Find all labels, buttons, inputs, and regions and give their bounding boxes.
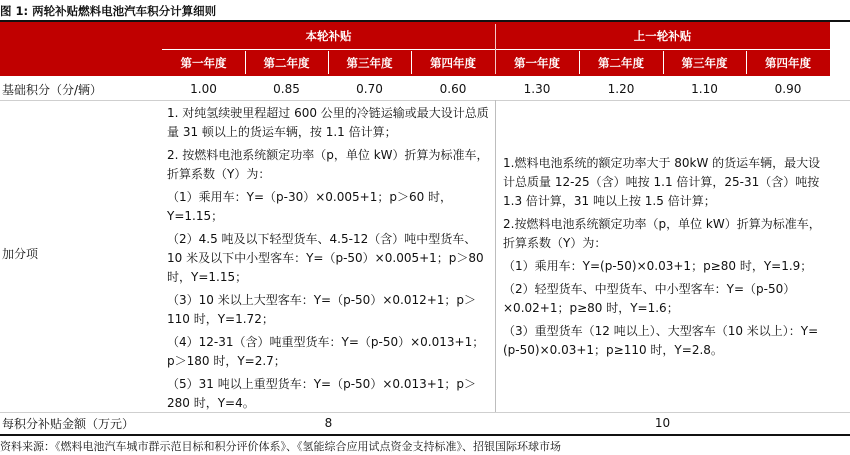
header-divider: [162, 49, 830, 50]
bonus-current-item: （1）乘用车：Y=（p-30）×0.005+1；p＞60 时，Y=1.15；: [167, 190, 453, 223]
header-sep: [328, 51, 329, 74]
base-current-year-4: 0.60: [439, 82, 467, 96]
row-label-bonus: 加分项: [2, 246, 39, 261]
base-current-year-1: 1.00: [190, 82, 217, 96]
bonus-current-item: （4）12-31（含）吨重型货车：Y=（p-50）×0.013+1；p＞180 时，Y=2.7；: [167, 335, 485, 368]
bonus-previous-item: （1）乘用车：Y=(p-50)×0.03+1；p≥80 时，Y=1.9；: [503, 259, 813, 273]
bonus-current-item: 1. 对纯氢续驶里程超过 600 公里的冷链运输或最大设计总质量 31 顿以上的货运车辆，按 1.1 倍计算；: [167, 106, 489, 139]
bonus-current-item: （3）10 米以上大型客车：Y=（p-50）×0.012+1；p＞110 时，Y=1.72；: [167, 293, 477, 326]
header-previous-round: 上一轮补贴: [495, 22, 830, 49]
header-current-year-3: 第三年度: [328, 49, 411, 76]
header-current-year-4: 第四年度: [411, 49, 495, 76]
header-sep: [411, 51, 412, 74]
figure-title: 图 1: 两轮补贴燃料电池汽车积分计算细则: [0, 4, 217, 18]
header-current-round: 本轮补贴: [162, 22, 495, 49]
header-previous-year-3: 第三年度: [663, 49, 746, 76]
base-previous-year-4: 0.90: [774, 82, 802, 96]
header-round-sep: [495, 24, 496, 74]
row-label-base-points: 基础积分（分/辆）: [2, 82, 103, 97]
row-divider: [0, 100, 850, 101]
base-current-year-2: 0.85: [273, 82, 300, 96]
round-column-divider: [495, 100, 496, 412]
header-current-year-1: 第一年度: [162, 49, 245, 76]
bonus-previous-text: [503, 154, 825, 364]
bottom-rule: [0, 434, 850, 436]
header-previous-year-2: 第二年度: [579, 49, 663, 76]
amount-current: 8: [324, 416, 333, 430]
header-previous-year-1: 第一年度: [495, 49, 579, 76]
header-sep: [746, 51, 747, 74]
base-previous-year-3: 1.10: [691, 82, 718, 96]
amount-previous: 10: [654, 416, 671, 430]
header-corner: [0, 22, 162, 76]
header-sep: [579, 51, 580, 74]
bonus-current-text: [167, 104, 489, 417]
bonus-current-item: （2）4.5 吨及以下轻型货车、4.5-12（含）吨中型货车、10 米及以下中小型客车：Y=（p-50）×0.005+1；p＞80 时，Y=1.15；: [167, 232, 484, 284]
bonus-previous-item: 2.按燃料电池系统额定功率（p，单位 kW）折算为标准车，折算系数（Y）为：: [503, 217, 821, 250]
base-current-year-3: 0.70: [356, 82, 383, 96]
bonus-previous-item: （3）重型货车（12 吨以上）、大型客车（10 米以上）：Y=(p-50)×0.03+1；p≥110 时，Y=2.8。: [503, 324, 819, 357]
header-current-year-2: 第二年度: [245, 49, 328, 76]
source-note: 资料来源：《燃料电池汽车城市群示范目标和积分评价体系》、《氢能综合应用试点资金支持标准》、招银国际环球市场: [0, 440, 561, 453]
header-previous-year-4: 第四年度: [746, 49, 830, 76]
header-sep: [245, 51, 246, 74]
bonus-current-item: 2. 按燃料电池系统额定功率（p，单位 kW）折算为标准车，折算系数（Y）为：: [167, 148, 489, 181]
row-label-amount: 每积分补贴金额（万元）: [2, 416, 135, 431]
header-sep: [663, 51, 664, 74]
base-previous-year-2: 1.20: [607, 82, 635, 96]
bonus-previous-item: （2）轻型货车、中型货车、中小型客车：Y=（p-50）×0.02+1；p≥80 时，Y=1.6；: [503, 282, 796, 315]
base-previous-year-1: 1.30: [523, 82, 551, 96]
bonus-previous-item: 1.燃料电池系统的额定功率大于 80kW 的货运车辆，最大设计总质量 12-25（含）吨按 1.1 倍计算，25-31（含）吨按 1.3 倍计算，31 吨以上按 1.5 倍计算；: [503, 156, 821, 208]
bonus-current-item: （5）31 吨以上重型货车：Y=（p-50）×0.013+1；p＞280 时，Y=4。: [167, 377, 477, 410]
